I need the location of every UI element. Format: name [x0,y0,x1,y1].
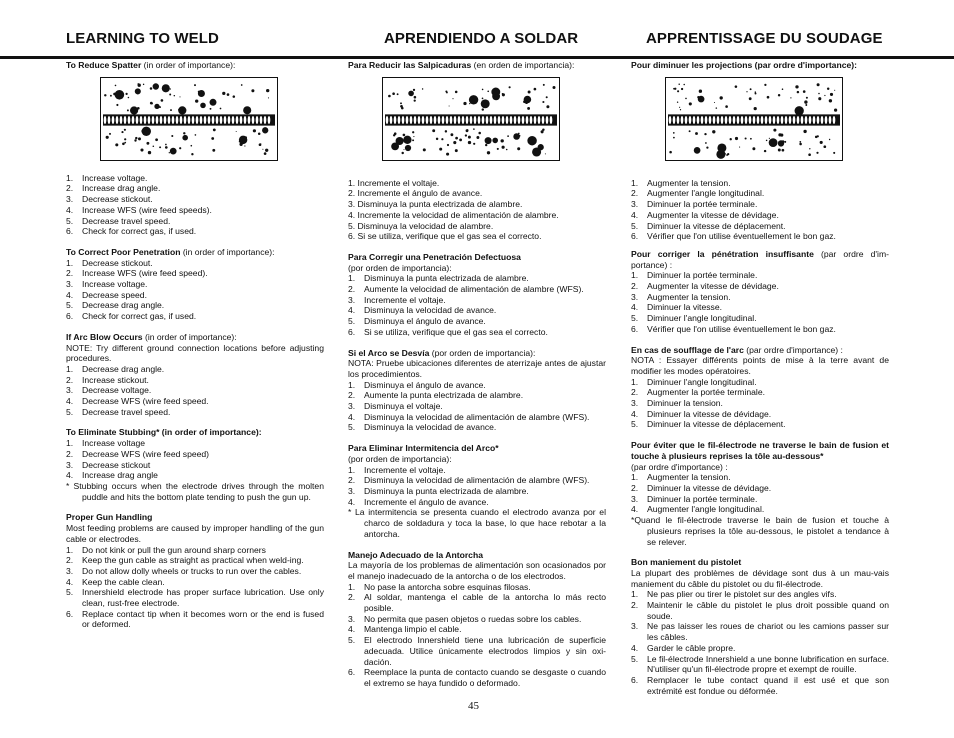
list-item-number: 5. [631,653,639,664]
list-item [631,654,889,675]
list-item-text: Increase voltage [82,438,146,449]
list-item-text: Augmenter la vitesse de dévidage. [647,209,779,220]
column-spanish [348,60,606,689]
list-item [631,504,889,515]
penetration-heading: Para Corregir una Penetración Defectuosa [348,251,521,262]
list-item-text: Increase stickout. [82,374,149,385]
list-item-text: Diminuer la tension. [647,398,723,409]
stubbing-list [631,472,889,515]
list-item-text: Diminuer la vitesse de dévidage. [647,482,772,493]
list-item-text: Aumente la punta electrizada de alambre. [364,390,524,401]
list-item [348,284,606,295]
list-item-number: 5. [66,300,74,311]
list-item-text: Disminuya la velocidad de avance. [364,422,497,433]
arcblow-note: NOTA : Essayer différents points de mise à la terre avant de modifier les modes opératoires. [631,355,889,376]
list-item-text: Augmenter l'angle longitudinal. [647,504,765,515]
stubbing-heading: To Eliminate Stubbing* (in order of importance): [66,427,262,438]
penetration-list [631,270,889,334]
list-item-number: 3. [631,199,639,210]
arcblow-note: NOTE: Try different ground connection locations before adjusting procedures. [66,342,324,364]
list-item [631,398,889,409]
spatter-heading: Pour diminuer les projections (par ordre d'importance): [631,60,857,70]
column-english [66,60,324,630]
list-item-text: 1. Incremente el voltaje. [348,177,440,188]
list-item-number: 4. [631,408,639,419]
list-item [631,621,889,642]
list-item-text: Augmenter l'angle longitudinal. [647,188,765,199]
stubbing-heading: Pour éviter que le fil-électrode ne traverse le bain de fusion et touche à plusieurs reprises la tôle au-dessous* [631,440,889,461]
arcblow-note: NOTA: Pruebe ubicaciones diferentes de aterrizaje antes de ajustar los procedimientos. [348,358,606,379]
list-item-number: 3. [631,621,639,632]
list-item [631,409,889,420]
penetration-list [348,273,606,337]
list-item [66,290,324,301]
stubbing-note: * Stubbing occurs when the electrode drives through the molten puddle and hits the bottom plate tending to push the gun up. [66,480,324,502]
list-item-text: Disminuya la punta electrizada de alambre. [364,273,529,284]
list-item-text: Diminuer la portée terminale. [647,493,758,504]
list-item-number: 2. [66,268,74,279]
weld-spatter-image [100,77,278,161]
gun-list [631,589,889,696]
list-item [348,305,606,316]
list-item [66,438,324,449]
list-item [66,396,324,407]
weld-spatter-image [665,77,843,161]
list-item-number: 5. [631,220,639,231]
gun-heading: Proper Gun Handling [66,512,153,523]
list-item [631,419,889,430]
list-item-number: 1. [631,589,639,600]
list-item [66,173,324,184]
list-item-number: 3. [66,385,74,396]
column-french [631,60,889,696]
arcblow-list [66,364,324,418]
list-item-text: Ne pas plier ou tirer le pistolet sur des angles vifs. [647,589,837,600]
stubbing-sub: (par ordre d'importance) : [631,461,728,472]
gun-intro: La plupart des problèmes de dévidage sont dus à un mau-vais maniement du câble du pistolet ou du fil-électrode. [631,567,889,589]
list-item-number: 4. [348,305,356,316]
list-item [631,472,889,483]
list-item-number: 1. [631,472,639,483]
list-item-number: 3. [66,279,74,290]
list-item-text: Remplacer le tube contact quand il est usé et que son extrémité est fondue ou déformée. [647,674,889,696]
list-item-text: Diminuer la portée terminale. [647,199,758,210]
list-item [348,465,606,476]
list-item-text: Ne pas laisser les roues de chariot ou les camions passer sur les câbles. [647,621,889,643]
list-item-number: 5. [66,406,74,417]
list-item-text: Disminuya la punta electrizada de alambre. [364,485,529,496]
list-item-text: Check for correct gas, if used. [82,311,197,322]
list-item [66,311,324,322]
list-item-text: Reemplace la punta de contacto cuando se desgaste o cuando el extremo se haya fundido o deformado. [364,667,606,688]
list-item-number: 5. [348,635,356,646]
list-item-text: Increase voltage. [82,172,148,183]
list-item-text: Decrease stickout. [82,194,153,205]
list-item [66,449,324,460]
list-item-number: 3. [66,459,74,470]
list-item-number: 2. [348,592,356,603]
list-item [66,268,324,279]
list-item-text: Decrease voltage. [82,385,152,396]
gun-intro: La mayoría de los problemas de alimentación son ocasionados por el manejo inadecuado de la antorcha o de los electrodos. [348,560,606,581]
stubbing-note: *Quand le fil-électrode traverse le bain de fusion et touche à plusieurs reprises la tôle au-dessous, le pistolet a tendance à se relever. [631,515,889,547]
list-item-number: 2. [631,482,639,493]
list-item [66,587,324,608]
list-item [348,231,606,242]
list-item-text: Do not allow dolly wheels or trucks to run over the cables. [82,565,302,576]
list-item-text: Le fil-électrode Innershield a une bonne lubrification en surface. N'utiliser qu'un fil-électrode propre et exempt de rouille. [647,653,889,675]
spatter-illustration [382,77,606,161]
list-item-text: El electrodo Innershield tiene una lubricación de superficie adecuada. Utilice únicamente electrodos limpios y sin oxi-dación. [364,635,606,667]
list-item [66,183,324,194]
list-item [631,589,889,600]
list-item [631,231,889,242]
stubbing-sub: (por orden de importancia): [348,453,452,464]
list-item-number: 6. [631,674,639,685]
list-item-text: Garder le câble propre. [647,642,736,653]
list-item-number: 5. [631,419,639,430]
list-item-number: 4. [66,289,74,300]
list-item-number: 3. [348,613,356,624]
list-item-number: 1. [66,363,74,374]
list-item [631,281,889,292]
list-item-text: Disminuya la velocidad de alimentación de alambre (WFS). [364,411,590,422]
arcblow-list [631,377,889,431]
list-item [348,178,606,189]
list-item [348,497,606,508]
list-item [348,210,606,221]
list-item-number: 4. [631,504,639,515]
list-item-text: Decrease speed. [82,289,147,300]
list-item-number: 2. [631,387,639,398]
list-item-number: 4. [66,204,74,215]
list-item-text: Incremente el voltaje. [364,464,446,475]
list-item-text: Disminuya la velocidad de avance. [364,305,497,316]
list-item-number: 1. [631,177,639,188]
list-item-number: 4. [348,496,356,507]
list-item-text: Decrease travel speed. [82,406,171,417]
list-item-number: 2. [348,284,356,295]
list-item [348,188,606,199]
list-item-number: 4. [348,411,356,422]
list-item-text: Diminuer la portée terminale. [647,270,758,281]
list-item [631,387,889,398]
list-item-number: 1. [631,270,639,281]
list-item-text: Decrease stickout [82,459,151,470]
list-item-number: 5. [348,316,356,327]
list-item-text: Decrease WFS (wire feed speed) [82,448,210,459]
penetration-sub: (por orden de importancia): [348,262,452,273]
spatter-list [631,178,889,242]
gun-heading: Bon maniement du pistolet [631,557,742,568]
list-item-text: Incremente el voltaje. [364,294,446,305]
list-item [348,295,606,306]
list-item-text: 3. Disminuya la punta electrizada de alambre. [348,199,523,210]
list-item [348,475,606,486]
list-item [348,412,606,423]
spatter-list [66,173,324,237]
gun-list [66,545,324,631]
list-item-text: Keep the gun cable as straight as practical when weld-ing. [82,555,304,566]
list-item [348,316,606,327]
list-item-text: Augmenter la vitesse de dévidage. [647,281,779,292]
list-item-number: 4. [631,209,639,220]
list-item-text: 2. Incremente el ángulo de avance. [348,188,483,199]
list-item-text: Check for correct gas, if used. [82,226,197,237]
list-item-number: 5. [631,313,639,324]
list-item-text: Increase WFS (wire feed speed). [82,268,208,279]
list-item-number: 2. [631,188,639,199]
list-item [66,566,324,577]
list-item [631,302,889,313]
list-item-number: 1. [631,376,639,387]
list-item-text: 4. Incremente la velocidad de alimentación de alambre. [348,209,559,220]
list-item-number: 5. [66,587,74,598]
list-item [631,199,889,210]
list-item [348,592,606,613]
list-item-text: Aumente la velocidad de alimentación de alambre (WFS). [364,284,584,295]
list-item-number: 2. [631,281,639,292]
list-item-number: 1. [348,273,356,284]
list-item-number: 5. [66,215,74,226]
list-item [66,205,324,216]
list-item-number: 6. [66,311,74,322]
list-item-number: 3. [348,294,356,305]
list-item-number: 3. [631,291,639,302]
list-item-text: Disminuya la velocidad de alimentación de alambre (WFS). [364,475,590,486]
list-item-text: Diminuer la vitesse de déplacement. [647,419,786,430]
list-item-text: Diminuer la vitesse. [647,302,722,313]
list-item [631,210,889,221]
list-item-text: Augmenter la tension. [647,177,731,188]
list-item-number: 6. [631,231,639,242]
list-item-text: No permita que pasen objetos o ruedas sobre los cables. [364,613,582,624]
list-item-number: 2. [66,555,74,566]
list-item-text: Decrease drag angle. [82,363,165,374]
list-item-text: Diminuer l'angle longitudinal. [647,376,757,387]
list-item-text: Increase WFS (wire feed speeds). [82,204,212,215]
list-item-text: Mantenga limpio el cable. [364,624,462,635]
list-item-number: 4. [631,642,639,653]
list-item-number: 6. [66,226,74,237]
spatter-illustration [100,77,324,161]
list-item-number: 2. [66,448,74,459]
list-item-text: No pase la antorcha sobre esquinas filosas. [364,581,531,592]
list-item [631,377,889,388]
list-item [66,545,324,556]
list-item-text: Disminuya el voltaje. [364,401,443,412]
spatter-heading: Para Reducir las Salpicaduras (en orden de importancia): [348,60,575,70]
list-item-number: 2. [631,600,639,611]
list-item [631,221,889,232]
list-item [66,470,324,481]
list-item-number: 5. [348,422,356,433]
gun-list [348,582,606,689]
arcblow-heading: En cas de soufflage de l'arc (par ordre d'importance) : [631,344,843,355]
list-item-text: Augmenter la portée terminale. [647,387,765,398]
list-item-text: Keep the cable clean. [82,576,165,587]
list-item [348,422,606,433]
list-item-text: Decrease drag angle. [82,300,165,311]
list-item [631,178,889,189]
gun-heading: Manejo Adecuado de la Antorcha [348,549,483,560]
list-item [66,258,324,269]
list-item [348,273,606,284]
list-item-number: 4. [631,302,639,313]
list-item [66,300,324,311]
penetration-heading: Pour corriger la pénétration insuffisante (par ordre d'im-portance) : [631,248,889,270]
list-item [66,375,324,386]
list-item-text: Vérifier que l'on utilise éventuellement le bon gaz. [647,323,836,334]
list-item-number: 6. [348,326,356,337]
penetration-list [66,258,324,322]
list-item-number: 4. [66,470,74,481]
list-item [348,614,606,625]
list-item [66,609,324,630]
list-item-number: 1. [348,379,356,390]
list-item-number: 6. [631,323,639,334]
stubbing-list [348,465,606,508]
list-item [66,226,324,237]
list-item [66,555,324,566]
list-item-number: 3. [631,398,639,409]
list-item-number: 1. [348,464,356,475]
stubbing-heading: Para Eliminar Intermitencia del Arco* [348,443,499,454]
list-item [631,643,889,654]
penetration-heading: To Correct Poor Penetration (in order of importance): [66,246,275,257]
list-item [631,270,889,281]
weld-spatter-image [382,77,560,161]
list-item [66,577,324,588]
list-item-text: Diminuer la vitesse de déplacement. [647,220,786,231]
list-item-number: 4. [66,576,74,587]
list-item-text: Incremente el ángulo de avance. [364,496,489,507]
list-item-number: 4. [66,396,74,407]
list-item-text: Diminuer l'angle longitudinal. [647,313,757,324]
arcblow-heading: If Arc Blow Occurs (in order of importance): [66,331,237,342]
list-item [348,380,606,391]
list-item [348,624,606,635]
list-item-number: 3. [348,401,356,412]
list-item-number: 3. [66,565,74,576]
list-item [348,582,606,593]
list-item [631,494,889,505]
list-item [631,313,889,324]
list-item [66,279,324,290]
list-item-number: 1. [348,581,356,592]
list-item-text: Innershield electrode has proper surface lubrication. Use only clean, rust-free electrode. [82,587,324,609]
list-item [66,216,324,227]
list-item [631,292,889,303]
heading-spanish: APRENDIENDO A SOLDAR [384,30,579,47]
list-item-number: 1. [66,257,74,268]
arcblow-heading: Si el Arco se Desvía (por orden de importancia): [348,347,536,358]
list-item-text: Increase drag angle. [82,183,161,194]
list-item-number: 3. [631,493,639,504]
list-item-number: 1. [66,172,74,183]
list-item [631,600,889,621]
list-item-text: Disminuya el ángulo de avance. [364,316,486,327]
list-item-number: 3. [66,194,74,205]
list-item-number: 1. [66,544,74,555]
page-number: 45 [468,700,479,712]
list-item [348,390,606,401]
list-item-number: 2. [66,183,74,194]
list-item [631,188,889,199]
list-item-text: Replace contact tip when it becomes worn or the end is fused or deformed. [82,608,324,630]
list-item [66,385,324,396]
list-item-text: Augmenter la tension. [647,472,731,483]
list-item-text: 5. Disminuya la velocidad de alambre. [348,220,494,231]
list-item-number: 6. [66,608,74,619]
list-item [348,221,606,232]
list-item-number: 1. [66,438,74,449]
list-item-text: Do not kink or pull the gun around sharp corners [82,544,266,555]
list-item [348,486,606,497]
heading-french: APPRENTISSAGE DU SOUDAGE [646,30,883,47]
list-item-text: 6. Si se utiliza, verifique que el gas sea el correcto. [348,231,542,242]
list-item [66,407,324,418]
spatter-heading: To Reduce Spatter (in order of importance): [66,60,236,70]
list-item [631,483,889,494]
list-item-text: Vérifier que l'on utilise éventuellement le bon gaz. [647,231,836,242]
list-item-number: 3. [348,485,356,496]
list-item-number: 2. [66,374,74,385]
heading-english: LEARNING TO WELD [66,30,219,47]
list-item [631,675,889,696]
list-item-text: Decrease travel speed. [82,215,171,226]
arcblow-list [348,380,606,434]
list-item [66,364,324,375]
list-item-text: Augmenter la tension. [647,291,731,302]
list-item-text: Si se utiliza, verifique que el gas sea el correcto. [364,326,548,337]
list-item-text: Decrease WFS (wire feed speed. [82,396,209,407]
list-item [66,194,324,205]
list-item-text: Diminuer la vitesse de dévidage. [647,408,772,419]
list-item [348,667,606,688]
list-item [348,199,606,210]
list-item [348,327,606,338]
list-item [348,401,606,412]
header-rule [0,56,954,59]
gun-intro: Most feeding problems are caused by improper handling of the gun cable or electrodes. [66,523,324,544]
list-item-text: Increase voltage. [82,279,148,290]
spatter-list [348,178,606,242]
spatter-illustration [665,77,889,161]
list-item-number: 6. [348,667,356,678]
list-item-number: 2. [348,390,356,401]
list-item [66,460,324,471]
list-item-text: Increase drag angle [82,470,158,481]
list-item-number: 4. [348,624,356,635]
list-item-text: Al soldar, mantenga el cable de la antorcha lo más recto posible. [364,592,606,614]
stubbing-list [66,438,324,481]
list-item-text: Disminuya el ángulo de avance. [364,379,486,390]
list-item-text: Decrease stickout. [82,257,153,268]
list-item [631,324,889,335]
stubbing-note: * La intermitencia se presenta cuando el electrodo avanza por el charco de soldadura y toca la base, lo que hace rebotar a la antorcha. [348,507,606,539]
list-item-text: Maintenir le câble du pistolet le plus droit possible quand on soude. [647,600,889,621]
list-item [348,635,606,667]
list-item-number: 2. [348,475,356,486]
